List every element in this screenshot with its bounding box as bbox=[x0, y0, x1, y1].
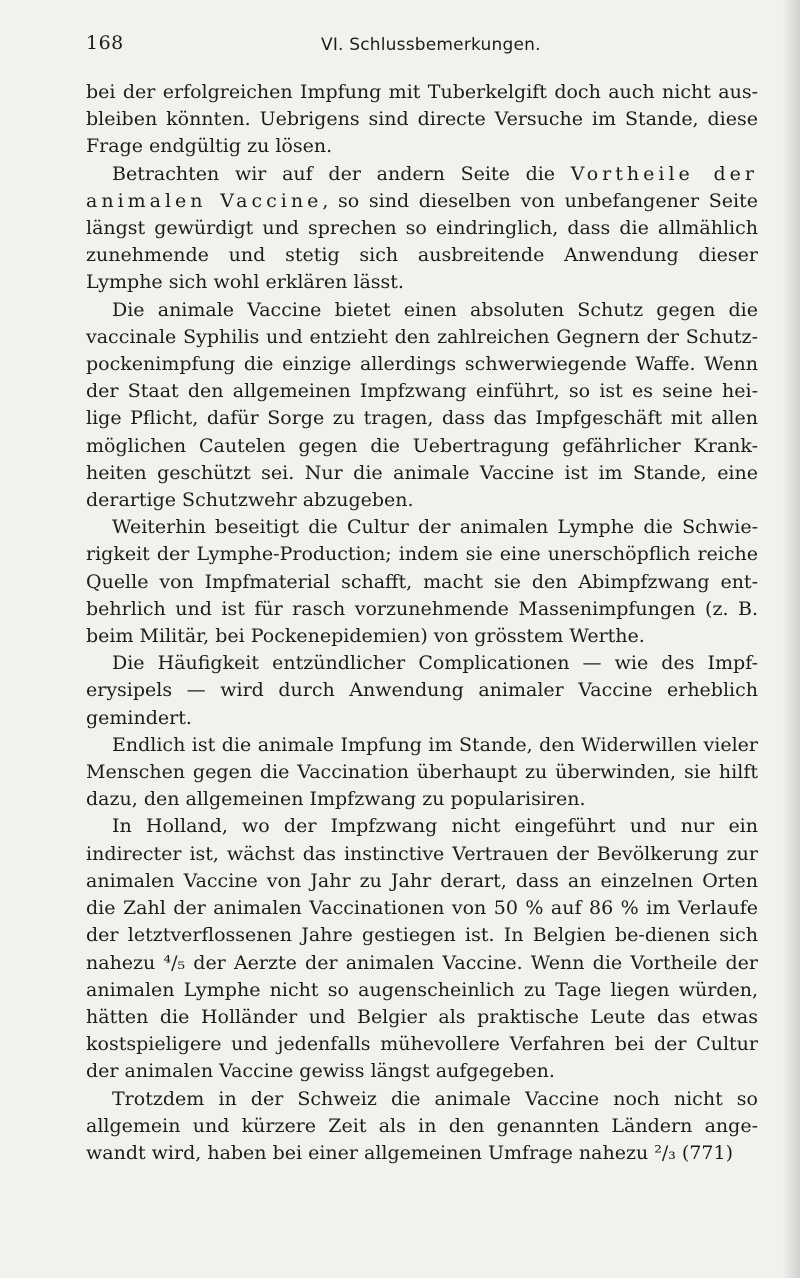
paragraph-complicationen: Die Häufigkeit entzündlicher Complicationen — wie des Impf-erysipels — wird durch Anwendung animaler Vaccine erheblich gemindert. bbox=[86, 652, 758, 729]
page-header bbox=[86, 32, 758, 56]
body-text bbox=[86, 79, 758, 1167]
paragraph-lead: Betrachten wir auf der andern Seite die bbox=[112, 162, 571, 185]
paragraph-widerwillen: Endlich ist die animale Impfung im Stande, den Widerwillen vieler Menschen gegen die Vaccination überhaupt zu überwinden, sie hilft dazu, den allgemeinen Impfzwang zu popularisiren. bbox=[86, 733, 758, 811]
spaced-emphasis: Vortheile der animalen Vaccine bbox=[86, 162, 758, 212]
paragraph-tail: , so sind dieselben von unbefangener Seite längst gewürdigt und sprechen so eindringlich, dass die allmählich zunehmende und stetig sich ausbreitende Anwendung dieser Lymphe sich wohl erklären lässt. bbox=[86, 189, 758, 294]
paragraph-syphilis: Die animale Vaccine bietet einen absoluten Schutz gegen die vaccinale Syphilis und entzieht den zahlreichen Gegnern der Schutz-pockenimpfung die einzige allerdings schwerwiegende Waffe. Wenn der Staat den allgemeinen Impfzwang einführt, so ist es seine hei-lige Pflicht, dafür Sorge zu tragen, dass das Impfgeschäft mit allen möglichen Cautelen gegen die Uebertragung gefährlicher Krank-heiten geschützt sei. Nur die animale Vaccine ist im Stande, eine derartige Schutzwehr abzugeben. bbox=[86, 298, 758, 512]
paragraph-continued: bei der erfolgreichen Impfung mit Tuberkelgift doch auch nicht aus-bleiben könnten. Uebrigens sind directe Versuche im Stande, diese Frage endgültig zu lösen. bbox=[86, 81, 758, 158]
page-number: 168 bbox=[86, 32, 124, 54]
running-head: VI. Schlussbemerkungen. bbox=[321, 35, 541, 55]
paragraph-vortheile bbox=[86, 161, 758, 297]
paragraph-holland: In Holland, wo der Impfzwang nicht eingeführt und nur ein indirecter ist, wächst das instinctive Vertrauen der Bevölkerung zur animalen Vaccine von Jahr zu Jahr derart, dass an einzelnen Orten die Zahl der animalen Vaccinationen von 50 % auf 86 % im Verlaufe der letztverflossenen Jahre gestiegen ist. In Belgien be-dienen sich nahezu ⁴/₅ der Aerzte der animalen Vaccine. Wenn die Vortheile der animalen Lymphe nicht so augenscheinlich zu Tage liegen würden, hätten die Holländer und Belgier als praktische Leute das etwas kostspieligere und jedenfalls mühevollere Verfahren bei der Cultur der animalen Vaccine gewiss längst aufgegeben. bbox=[86, 815, 758, 1083]
paragraph-cultur: Weiterhin beseitigt die Cultur der animalen Lymphe die Schwie-rigkeit der Lymphe-Production; indem sie eine unerschöpflich reiche Quelle von Impfmaterial schafft, macht sie den Abimpfzwang ent-behrlich und ist für rasch vorzunehmende Massenimpfungen (z. B. beim Militär, bei Pockenepidemien) von grösstem Werthe. bbox=[86, 516, 758, 648]
page-edge-shadow bbox=[782, 0, 800, 1278]
paragraph-schweiz: Trotzdem in der Schweiz die animale Vaccine noch nicht so allgemein und kürzere Zeit als in den genannten Ländern ange-wandt wird, haben bei einer allgemeinen Umfrage nahezu ²/₃ (771) bbox=[86, 1087, 758, 1164]
